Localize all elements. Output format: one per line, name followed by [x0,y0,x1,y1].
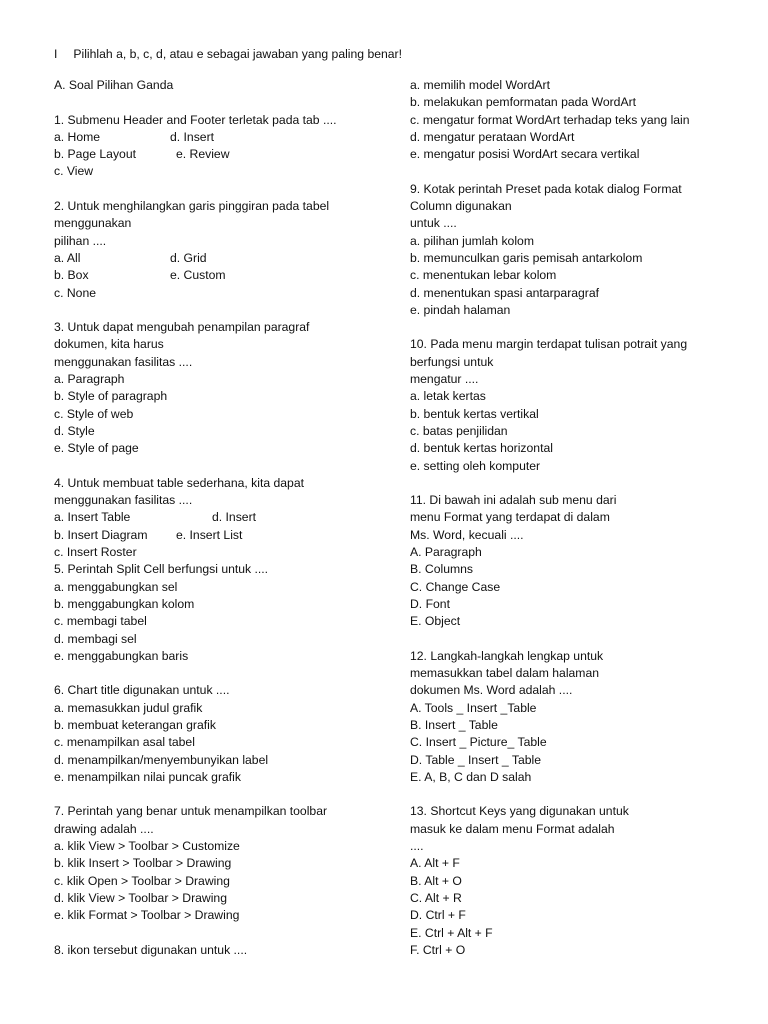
question-stem: 9. Kotak perintah Preset pada kotak dialog Format [410,181,682,196]
question-8 [54,942,390,959]
question-stem: 6. Chart title digunakan untuk .... [54,683,230,698]
option-b: B. Alt + O [410,873,462,888]
option-e: e. klik Format > Toolbar > Drawing [54,908,240,923]
option-b: b. membuat keterangan grafik [54,717,216,732]
question-stem: 1. Submenu Header and Footer terletak pada tab .... [54,112,337,127]
question-stem-cont: memasukkan tabel dalam halaman [410,666,600,681]
question-5 [54,561,390,665]
option-b: b. Insert Diagram [54,527,148,542]
question-stem-cont: berfungsi untuk [410,354,494,369]
option-a: A. Alt + F [410,856,460,871]
option-c: c. menentukan lebar kolom [410,268,557,283]
section-title: A. Soal Pilihan Ganda [54,78,174,92]
question-11 [410,492,760,630]
option-a: a. klik View > Toolbar > Customize [54,839,240,854]
option-a: a. All [54,250,81,265]
option-d: d. Style [54,423,95,438]
question-stem: 3. Untuk dapat mengubah penampilan paragraf [54,320,310,335]
option-e: e. Review [176,147,230,162]
option-d: d. klik View > Toolbar > Drawing [54,890,227,905]
option-c: C. Insert _ Picture_ Table [410,735,547,750]
option-d: d. membagi sel [54,631,137,646]
right-column [410,77,760,959]
option-e: E. Object [410,614,461,629]
question-stem-cont: dokumen Ms. Word adalah .... [410,683,573,698]
option-c: c. Style of web [54,406,134,421]
question-stem: 12. Langkah-langkah lengkap untuk [410,648,604,663]
option-c: c. menampilkan asal tabel [54,735,195,750]
question-stem: 13. Shortcut Keys yang digunakan untuk [410,804,629,819]
option-d: d. Grid [170,250,207,265]
option-e: e. menampilkan nilai puncak grafik [54,769,241,784]
instruction-header [54,46,402,63]
option-c: c. mengatur format WordArt terhadap teks yang lain [410,112,690,127]
question-stem: 8. ikon tersebut digunakan untuk .... [54,942,248,957]
option-a: a. Home [54,129,101,144]
option-c: C. Change Case [410,579,501,594]
question-stem-cont: drawing adalah .... [54,821,154,836]
question-stem: 4. Untuk membuat table sederhana, kita dapat [54,475,304,490]
option-d: D. Ctrl + F [410,908,466,923]
option-d: d. menentukan spasi antarparagraf [410,285,600,300]
option-e: e. Insert List [176,527,243,542]
question-stem-cont: menggunakan [54,216,132,231]
question-stem-cont: dokumen, kita harus [54,337,164,352]
option-c: c. View [54,164,94,179]
question-2 [54,198,390,302]
option-b: B. Columns [410,562,473,577]
question-12 [410,648,760,786]
question-4 [54,475,390,561]
option-b: b. bentuk kertas vertikal [410,406,539,421]
question-stem-cont: mengatur .... [410,372,479,387]
question-stem-cont: menggunakan fasilitas .... [54,354,193,369]
question-3 [54,319,390,457]
option-a: a. Paragraph [54,372,125,387]
option-a: a. pilihan jumlah kolom [410,233,534,248]
question-stem: 7. Perintah yang benar untuk menampilkan toolbar [54,804,328,819]
question-stem-cont: .... [410,839,424,854]
question-stem-cont: untuk .... [410,216,457,231]
option-a: a. menggabungkan sel [54,579,178,594]
option-b: b. melakukan pemformatan pada WordArt [410,95,637,110]
question-8-options [410,77,760,163]
option-d: d. Insert [170,129,215,144]
option-b: b. klik Insert > Toolbar > Drawing [54,856,232,871]
option-c: c. membagi tabel [54,614,147,629]
option-b: b. Box [54,268,89,283]
option-c: c. klik Open > Toolbar > Drawing [54,873,230,888]
section-roman-numeral: I [54,47,58,61]
instruction-text: Pilihlah a, b, c, d, atau e sebagai jawaban yang paling benar! [73,47,403,61]
question-stem: 11. Di bawah ini adalah sub menu dari [410,493,617,508]
option-c: C. Alt + R [410,890,462,905]
option-b: b. menggabungkan kolom [54,596,195,611]
option-a: a. letak kertas [410,389,486,404]
question-10 [410,336,760,474]
option-a: A. Paragraph [410,545,482,560]
option-b: b. Style of paragraph [54,389,168,404]
option-e: E. A, B, C dan D salah [410,769,532,784]
option-e: e. menggabungkan baris [54,648,189,663]
option-e: e. Style of page [54,441,139,456]
question-stem-cont: Ms. Word, kecuali .... [410,527,524,542]
option-d: d. Insert [212,510,257,525]
question-6 [54,682,390,786]
question-stem-cont: menggunakan fasilitas .... [54,493,193,508]
option-a: a. memasukkan judul grafik [54,700,203,715]
option-d: D. Table _ Insert _ Table [410,752,541,767]
option-c: c. None [54,285,97,300]
option-c: c. Insert Roster [54,545,137,560]
question-7 [54,803,390,924]
question-stem-cont: menu Format yang terdapat di dalam [410,510,610,525]
left-column [54,77,390,959]
question-9 [410,181,760,319]
question-1 [54,112,390,181]
question-13 [410,803,760,959]
option-e: e. Custom [170,268,226,283]
option-e: E. Ctrl + Alt + F [410,925,493,940]
option-b: b. Page Layout [54,147,136,162]
option-a: a. memilih model WordArt [410,78,550,92]
option-a: a. Insert Table [54,510,131,525]
option-d: d. mengatur perataan WordArt [410,129,575,144]
option-d: D. Font [410,596,450,611]
question-stem: 2. Untuk menghilangkan garis pinggiran pada tabel [54,199,330,214]
option-b: B. Insert _ Table [410,717,498,732]
question-stem-cont: pilihan .... [54,233,107,248]
option-d: d. bentuk kertas horizontal [410,441,553,456]
question-stem: 5. Perintah Split Cell berfungsi untuk .... [54,562,269,577]
option-e: e. pindah halaman [410,302,511,317]
option-e: e. mengatur posisi WordArt secara vertikal [410,147,640,162]
option-a: A. Tools _ Insert _Table [410,700,537,715]
option-b: b. memunculkan garis pemisah antarkolom [410,250,643,265]
option-f: F. Ctrl + O [410,942,466,957]
option-c: c. batas penjilidan [410,423,508,438]
question-stem-cont: masuk ke dalam menu Format adalah [410,821,615,836]
question-stem: 10. Pada menu margin terdapat tulisan potrait yang [410,337,688,352]
question-stem-cont: Column digunakan [410,199,512,214]
option-e: e. setting oleh komputer [410,458,541,473]
option-d: d. menampilkan/menyembunyikan label [54,752,269,767]
